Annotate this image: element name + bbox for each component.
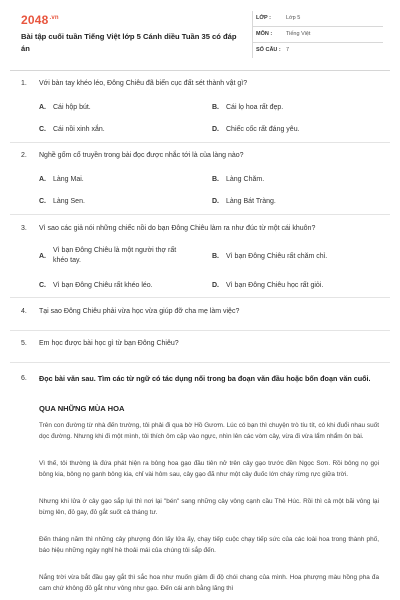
option-text: Vì bạn Đông Chiêu rất chăm chỉ. bbox=[226, 253, 328, 260]
info-value: 7 bbox=[286, 47, 290, 53]
option-text: Làng Bát Tràng. bbox=[226, 198, 276, 205]
question-number: 6. bbox=[21, 375, 27, 382]
info-key: SỐ CÂU : bbox=[256, 47, 281, 53]
question-number: 5. bbox=[21, 340, 27, 347]
divider bbox=[10, 142, 390, 143]
question-number: 1. bbox=[21, 80, 27, 87]
passage-paragraph: Nhưng khi lửa ở cây gạo sắp lụi thì nơi lại "bén" sang những cây vông cạnh cầu Thê Húc. Rồi thì cả một bãi vông lại bừng lên, đỏ gay, đỏ gắt suốt cả tháng tư. bbox=[39, 498, 379, 516]
option-letter: D. bbox=[212, 126, 219, 133]
question-text: Đọc bài văn sau. Tìm các từ ngữ có tác dụng nối trong ba đoạn văn đầu hoặc bốn đoạn văn cuối. bbox=[39, 374, 371, 383]
option-letter: A. bbox=[39, 104, 46, 111]
option-letter: A. bbox=[39, 253, 46, 260]
info-box bbox=[252, 11, 383, 58]
info-key: LỚP : bbox=[256, 15, 271, 21]
option-text: Làng Chăm. bbox=[226, 176, 265, 183]
question-text: Tại sao Đông Chiêu phải vừa học vừa giúp đỡ cha mẹ làm việc? bbox=[39, 308, 240, 315]
page-title: Bài tập cuối tuần Tiếng Việt lớp 5 Cánh diều Tuần 35 có đáp án bbox=[21, 32, 237, 53]
option-letter: C. bbox=[39, 198, 46, 205]
question-number: 4. bbox=[21, 308, 27, 315]
question-text: Với bàn tay khéo léo, Đông Chiêu đã biến cục đất sét thành vật gì? bbox=[39, 80, 248, 87]
option-letter: A. bbox=[39, 176, 46, 183]
info-row-subject bbox=[253, 27, 383, 43]
passage-title: QUA NHỮNG MÙA HOA bbox=[39, 404, 125, 413]
passage-paragraph: Vì thế, tôi thường là đứa phát hiện ra bông hoa gạo đầu tiên nở trên cây gạo trước đền Ngọc Sơn. Rồi bông nọ gọi bông kia, bông nọ ganh bông kia, chỉ vài hôm sau, cây gạo đã như một cây đuốc lớn cháy rừng rực giữa trời. bbox=[39, 460, 379, 478]
option-text: Vì bạn Đông Chiêu là một người thợ rất khéo tay. bbox=[53, 247, 177, 264]
option-text: Vì bạn Đông Chiêu học rất giỏi. bbox=[226, 282, 324, 289]
option-letter: B. bbox=[212, 104, 219, 111]
divider bbox=[10, 214, 390, 215]
info-value: Tiếng Việt bbox=[286, 31, 311, 37]
divider bbox=[10, 297, 390, 298]
passage-paragraph: Trên con đường từ nhà đến trường, tôi phải đi qua bờ Hồ Gươm. Lúc có bạn thì chuyện trò tíu tít, có khi đuổi nhau suốt dọc đường. Nhưng khi đi một mình, tôi thích ôm cặp vào ngực, nhìn lên các vòm cây, vừa đi vừa lẩm nhẩm ôn bài. bbox=[39, 422, 379, 440]
question-text: Nghề gốm cổ truyền trong bài đọc được nhắc tới là của làng nào? bbox=[39, 152, 244, 159]
divider bbox=[10, 362, 390, 363]
question-number: 3. bbox=[21, 225, 27, 232]
info-key: MÔN : bbox=[256, 31, 273, 37]
option-letter: B. bbox=[212, 253, 219, 260]
info-value: Lớp 5 bbox=[286, 15, 301, 21]
info-row-question-count bbox=[253, 43, 383, 58]
header-divider bbox=[10, 70, 390, 71]
option-letter: B. bbox=[212, 176, 219, 183]
option-text: Chiếc cốc rất đáng yêu. bbox=[226, 126, 300, 133]
option-letter: D. bbox=[212, 282, 219, 289]
question-text: Em học được bài học gì từ bạn Đông Chiêu? bbox=[39, 340, 179, 347]
passage-paragraph: Đến tháng năm thì những cây phượng đón lấy lửa ấy, chạy tiếp cuộc chạy tiếp sức của các loài hoa trong thành phố, báo hiệu những ngày nghỉ hè thoải mái của chúng tôi sắp đến. bbox=[39, 536, 379, 554]
option-text: Cái hộp bút. bbox=[53, 104, 91, 111]
option-letter: C. bbox=[39, 126, 46, 133]
question-text: Vì sao các giả nói những chiếc nồi do bạn Đông Chiêu làm ra như đúc từ một cái khuôn? bbox=[39, 225, 316, 232]
option-text: Vì bạn Đông Chiêu rất khéo léo. bbox=[53, 282, 153, 289]
site-logo[interactable]: $2048^{.vn}$ bbox=[21, 13, 59, 27]
header bbox=[0, 0, 400, 64]
option-text: Làng Sen. bbox=[53, 198, 85, 205]
option-letter: C. bbox=[39, 282, 46, 289]
option-text: Làng Mai. bbox=[53, 176, 84, 183]
option-text: Cái lọ hoa rất đẹp. bbox=[226, 104, 284, 111]
option-text: Cái nồi xinh xắn. bbox=[53, 126, 105, 133]
info-row-class bbox=[253, 11, 383, 27]
option-letter: D. bbox=[212, 198, 219, 205]
divider bbox=[10, 330, 390, 331]
passage-paragraph: Nắng trời vừa bắt đầu gay gắt thì sắc hoa như muốn giảm đi độ chói chang của mình. Hoa phượng màu hồng pha đa cam chứ không đỏ gắt như vông như gạo. Đến cái anh bằng lăng thì bbox=[39, 574, 379, 592]
question-number: 2. bbox=[21, 152, 27, 159]
